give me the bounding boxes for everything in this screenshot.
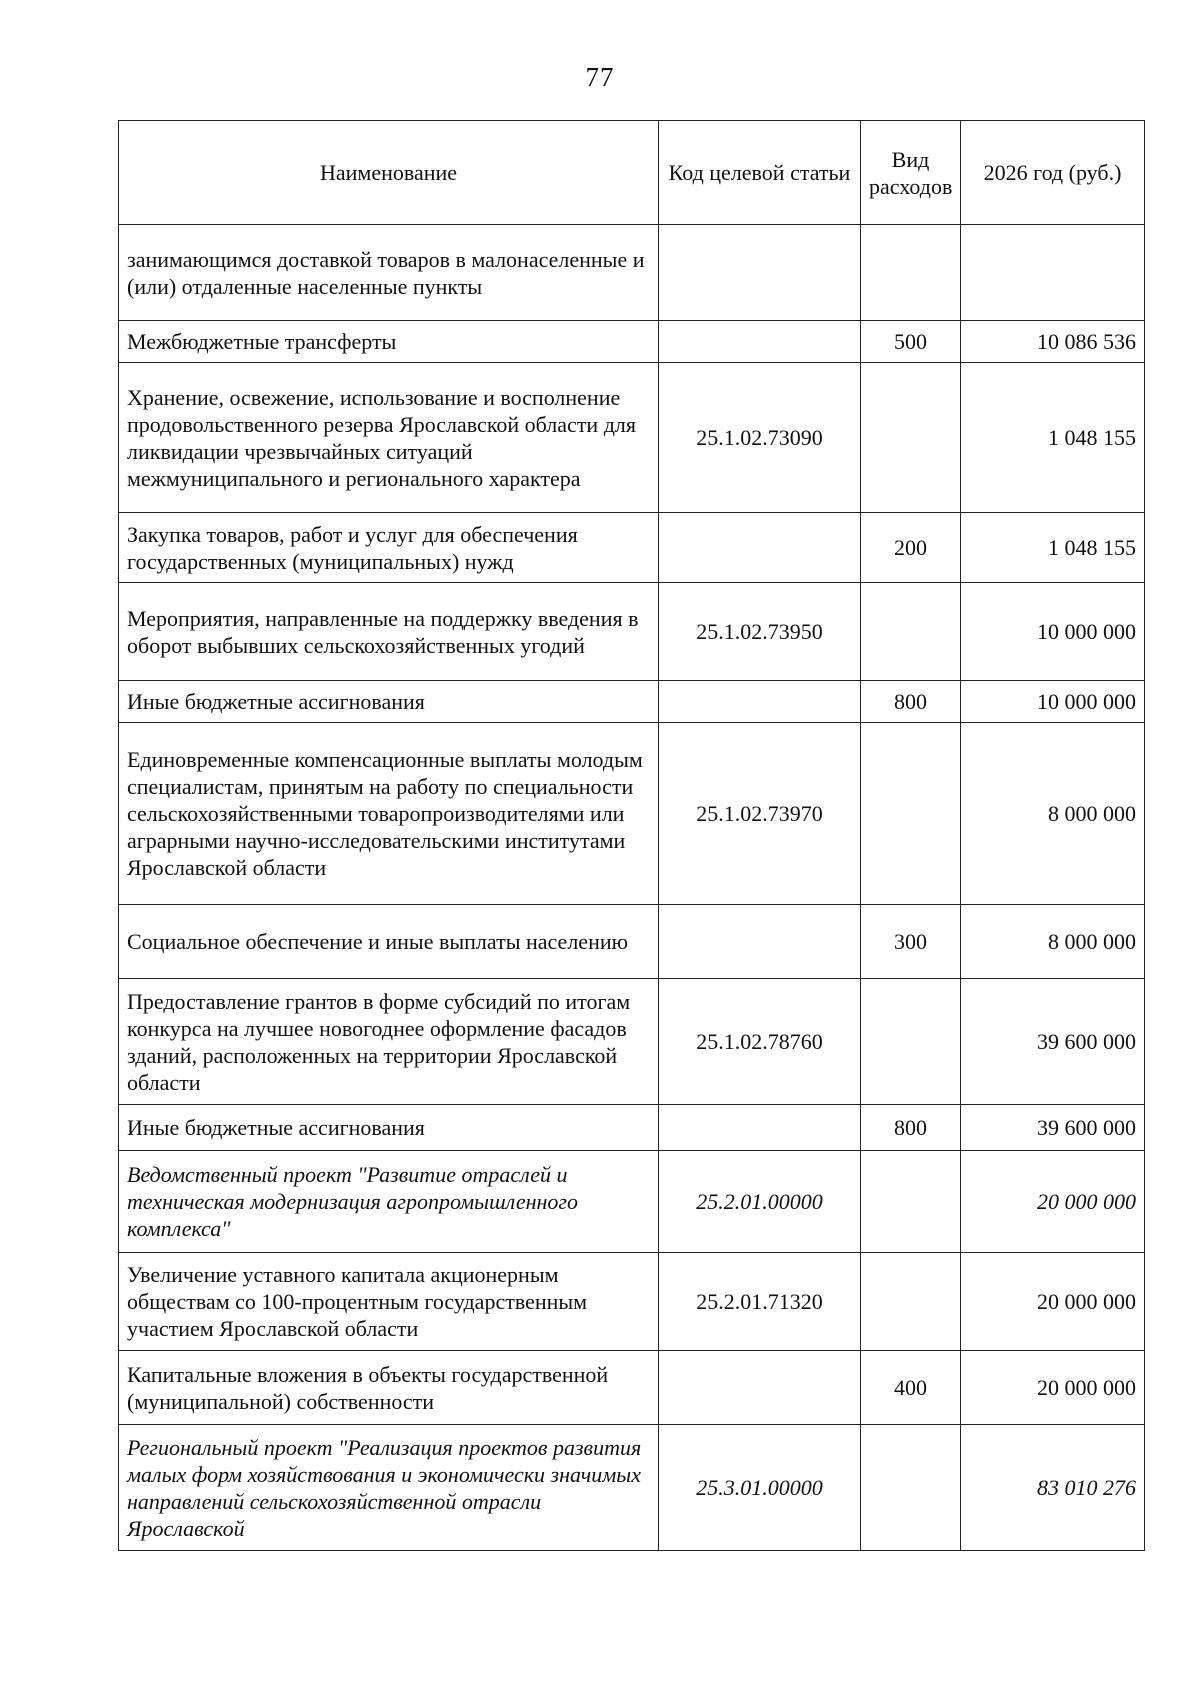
row-name: Социальное обеспечение и иные выплаты населению [119,905,659,979]
row-kind: 200 [861,513,961,583]
row-code [659,225,861,321]
row-code [659,1351,861,1425]
row-name: Капитальные вложения в объекты государственной (муниципальной) собственности [119,1351,659,1425]
row-name: Закупка товаров, работ и услуг для обеспечения государственных (муниципальных) нужд [119,513,659,583]
row-kind [861,583,961,681]
row-kind: 800 [861,1105,961,1151]
row-name: Иные бюджетные ассигнования [119,681,659,723]
row-kind [861,363,961,513]
table-row [119,1151,1145,1253]
row-code: 25.1.02.78760 [659,979,861,1105]
header-name: Наименование [119,121,659,225]
row-name: Межбюджетные трансферты [119,321,659,363]
header-code: Код целевой статьи [659,121,861,225]
row-sum: 1 048 155 [961,513,1145,583]
row-code [659,321,861,363]
row-sum: 10 000 000 [961,583,1145,681]
row-code [659,681,861,723]
table-row [119,321,1145,363]
row-sum: 20 000 000 [961,1351,1145,1425]
table-header-row [119,121,1145,225]
table-row [119,1253,1145,1351]
row-code [659,905,861,979]
row-sum: 10 000 000 [961,681,1145,723]
row-kind [861,1151,961,1253]
table-row [119,363,1145,513]
row-name: занимающимся доставкой товаров в малонаселенные и (или) отдаленные населенные пункты [119,225,659,321]
table-row [119,1351,1145,1425]
row-kind [861,225,961,321]
row-sum: 8 000 000 [961,905,1145,979]
row-kind [861,1425,961,1551]
table-row [119,681,1145,723]
table-row [119,723,1145,905]
row-code: 25.3.01.00000 [659,1425,861,1551]
row-kind [861,1253,961,1351]
row-name: Мероприятия, направленные на поддержку введения в оборот выбывших сельскохозяйственных угодий [119,583,659,681]
table-row [119,979,1145,1105]
row-name: Иные бюджетные ассигнования [119,1105,659,1151]
row-kind: 300 [861,905,961,979]
row-sum: 83 010 276 [961,1425,1145,1551]
row-name: Ведомственный проект "Развитие отраслей и техническая модернизация агропромышленного комплекса" [119,1151,659,1253]
table-row [119,1425,1145,1551]
table-row [119,225,1145,321]
row-kind [861,723,961,905]
row-sum: 8 000 000 [961,723,1145,905]
row-kind: 800 [861,681,961,723]
row-sum: 20 000 000 [961,1253,1145,1351]
table-row [119,513,1145,583]
row-code: 25.1.02.73970 [659,723,861,905]
header-sum: 2026 год (руб.) [961,121,1145,225]
table-row [119,905,1145,979]
row-code [659,513,861,583]
row-name: Хранение, освежение, использование и восполнение продовольственного резерва Ярославской области для ликвидации чрезвычайных ситуаций межмуниципального и регионального характера [119,363,659,513]
budget-table [118,120,1145,1551]
header-kind: Вид расходов [861,121,961,225]
row-sum: 10 086 536 [961,321,1145,363]
table-row [119,1105,1145,1151]
row-name: Региональный проект "Реализация проектов развития малых форм хозяйствования и экономически значимых направлений сельскохозяйственной отрасли Ярославской [119,1425,659,1551]
row-code: 25.1.02.73090 [659,363,861,513]
row-name: Единовременные компенсационные выплаты молодым специалистам, принятым на работу по специальности сельскохозяйственными товаропроизводителями или аграрными научно-исследовательскими институтами Ярославской области [119,723,659,905]
row-sum: 20 000 000 [961,1151,1145,1253]
row-sum: 39 600 000 [961,979,1145,1105]
row-code: 25.2.01.00000 [659,1151,861,1253]
row-code [659,1105,861,1151]
row-sum [961,225,1145,321]
row-name: Увеличение уставного капитала акционерным обществам со 100-процентным государственным участием Ярославской области [119,1253,659,1351]
row-sum: 39 600 000 [961,1105,1145,1151]
row-code: 25.1.02.73950 [659,583,861,681]
row-code: 25.2.01.71320 [659,1253,861,1351]
row-name: Предоставление грантов в форме субсидий по итогам конкурса на лучшее новогоднее оформление фасадов зданий, расположенных на территории Ярославской области [119,979,659,1105]
row-sum: 1 048 155 [961,363,1145,513]
table-row [119,583,1145,681]
page-number: 77 [585,62,615,92]
row-kind [861,979,961,1105]
row-kind: 400 [861,1351,961,1425]
row-kind: 500 [861,321,961,363]
